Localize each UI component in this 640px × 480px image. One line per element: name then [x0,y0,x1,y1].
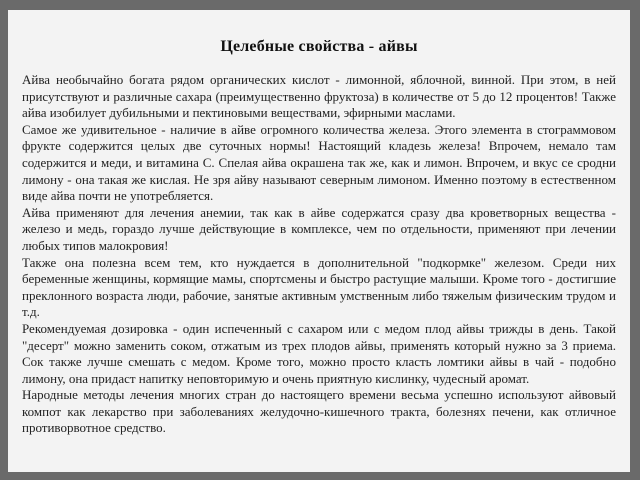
paragraph-folk-methods: Народные методы лечения многих стран до настоящего времени весьма успешно используют айвовый компот как лекарство при заболеваниях желудочно-кишечного тракта, болезнях печени, как отличное противорвотное средство. [22,387,616,436]
document-page [8,10,630,472]
paragraph-iron: Самое же удивительное - наличие в айве огромного количества железа. Этого элемента в стограммовом фрукте содержится целых две суточных нормы! Настоящий кладезь железа! Впрочем, немало там содержится и меди, и витамина С. Спелая айва окрашена так же, как и лимон. Впрочем, и вкус се сродни лимону - она такая же кислая. Не зря айву называют северным лимоном. Именно поэтому в естественном виде айва почти не употребляется. [22,121,616,204]
document-title: Целебные свойства - айвы [220,38,418,55]
paragraph-anemia: Айва применяют для лечения анемии, так как в айве содержатся сразу два кроветворных вещества - железо и медь, гораздо лучше действующие в комплексе, чем по отдельности, применяют при лечении любых типов малокровия! [22,204,616,253]
paragraph-dosage: Рекомендуемая дозировка - один испеченный с сахаром или с медом плод айвы трижды в день. Такой "десерт" можно заменить соком, отжатым из трех плодов айвы, применять который нужно за 3 приема. Сок также лучше смешать с медом. Кроме того, можно просто класть ломтики айвы в чай - подобно лимону, она придаст напитку неповторимую и очень приятную кислинку, чудесный аромат. [22,320,616,386]
paragraph-who-benefits: Также она полезна всем тем, кто нуждается в дополнительной "подкормке" железом. Среди них беременные женщины, кормящие мамы, спортсмены и быстро растущие малыши. Кроме того - достигшие преклонного возраста люди, рабочие, занятые активным умственным либо тяжелым физическим трудом и т.д. [22,254,616,320]
document-body [22,72,616,437]
paragraph-acids: Айва необычайно богата рядом органических кислот - лимонной, яблочной, винной. При этом, в ней присутствуют и различные сахара (преимущественно фруктоза) в количестве от 5 до 12 процентов! Также айва изобилует дубильными и пектиновыми веществами, эфирными маслами. [22,72,616,121]
